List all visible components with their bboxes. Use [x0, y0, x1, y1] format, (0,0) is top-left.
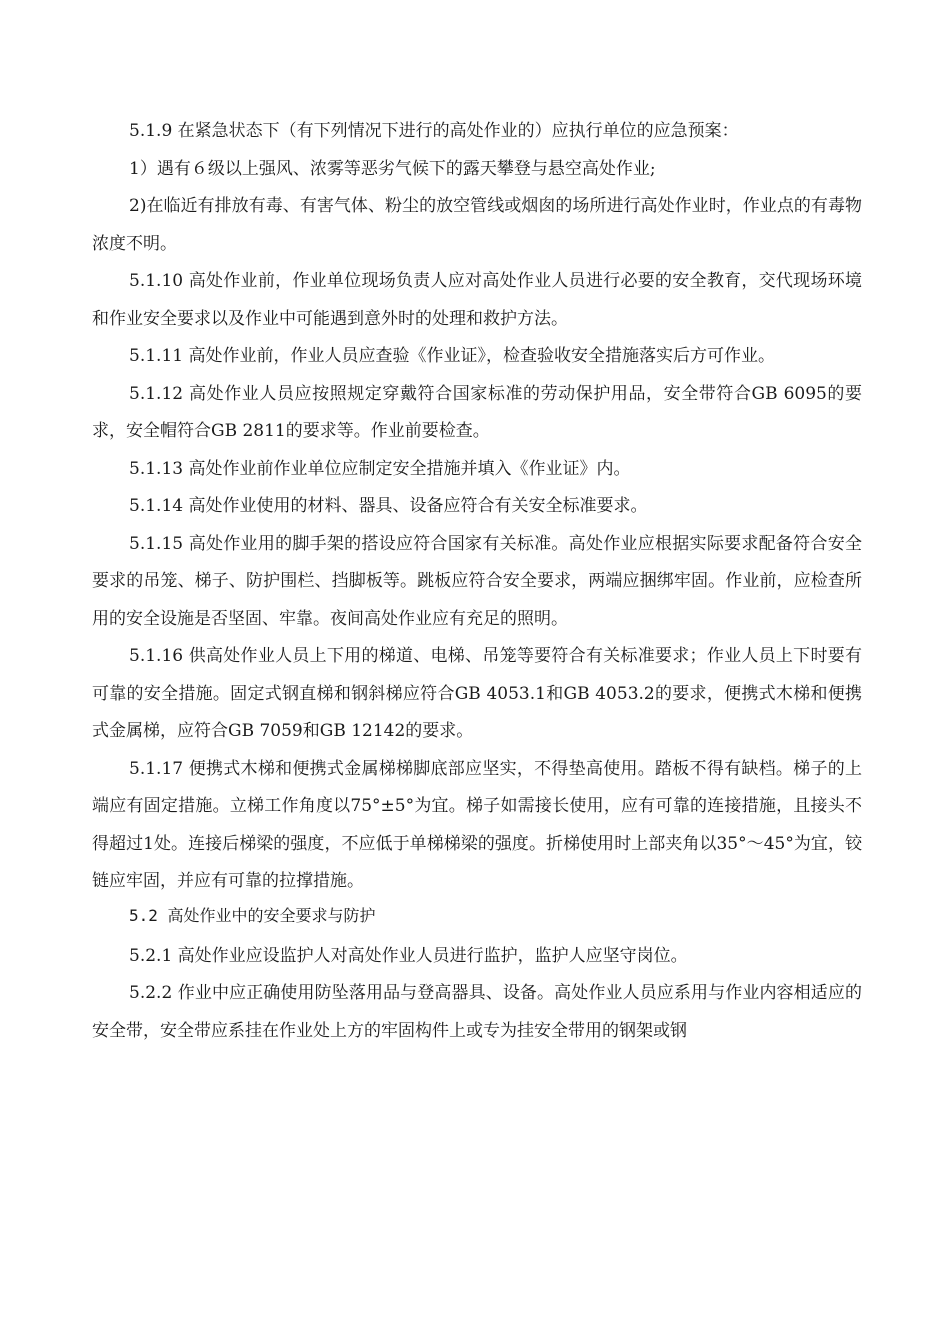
paragraph-5-1-17: 5.1.17 便携式木梯和便携式金属梯梯脚底部应坚实，不得垫高使用。踏板不得有缺档。梯子的上端应有固定措施。立梯工作角度以75°±5°为宜。梯子如需接长使用，应有可靠的连接措施，且接头不得超过1处。连接后梯梁的强度，不应低于单梯梯梁的强度。折梯使用时上部夹角以35°～45°为宜，铰链应牢固，并应有可靠的拉撑措施。 — [92, 758, 862, 891]
paragraph-5-1-12: 5.1.12 高处作业人员应按照规定穿戴符合国家标准的劳动保护用品，安全带符合GB 6095的要求，安全帽符合GB 2811的要求等。作业前要检查。 — [92, 383, 862, 441]
paragraph-5-1-10: 5.1.10 高处作业前，作业单位现场负责人应对高处作业人员进行必要的安全教育，交代现场环境和作业安全要求以及作业中可能遇到意外时的处理和救护方法。 — [92, 271, 862, 329]
paragraph-5-1-16: 5.1.16 供高处作业人员上下用的梯道、电梯、吊笼等要符合有关标准要求；作业人员上下时要有可靠的安全措施。固定式钢直梯和钢斜梯应符合GB 4053.1和GB 4053.2的要求，便携式木梯和便携式金属梯，应符合GB 7059和GB 12142的要求。 — [92, 646, 862, 741]
paragraph-5-2-2: 5.2.2 作业中应正确使用防坠落用品与登高器具、设备。高处作业人员应系用与作业内容相适应的安全带，安全带应系挂在作业处上方的牢固构件上或专为挂安全带用的钢架或钢 — [92, 983, 862, 1041]
paragraph-5-1-9: 5.1.9 在紧急状态下（有下列情况下进行的高处作业的）应执行单位的应急预案： — [129, 121, 739, 141]
list-item-1: 1）遇有６级以上强风、浓雾等恶劣气候下的露天攀登与悬空高处作业; — [129, 158, 656, 179]
section-heading-5-2: 5.2 高处作业中的安全要求与防护 — [129, 905, 376, 925]
list-item-2: 2)在临近有排放有毒、有害气体、粉尘的放空管线或烟囱的场所进行高处作业时，作业点的有毒物浓度不明。 — [92, 196, 862, 254]
paragraph-5-1-11: 5.1.11 高处作业前，作业人员应查验《作业证》，检查验收安全措施落实后方可作业。 — [129, 346, 775, 366]
document-body — [92, 113, 862, 1050]
paragraph-5-1-13: 5.1.13 高处作业前作业单位应制定安全措施并填入《作业证》内。 — [129, 458, 631, 479]
paragraph-5-2-1: 5.2.1 高处作业应设监护人对高处作业人员进行监护，监护人应坚守岗位。 — [129, 945, 688, 966]
paragraph-5-1-15: 5.1.15 高处作业用的脚手架的搭设应符合国家有关标准。高处作业应根据实际要求配备符合安全要求的吊笼、梯子、防护围栏、挡脚板等。跳板应符合安全要求，两端应捆绑牢固。作业前，应检查所用的安全设施是否坚固、牢靠。夜间高处作业应有充足的照明。 — [92, 533, 862, 629]
paragraph-5-1-14: 5.1.14 高处作业使用的材料、器具、设备应符合有关安全标准要求。 — [129, 496, 648, 516]
